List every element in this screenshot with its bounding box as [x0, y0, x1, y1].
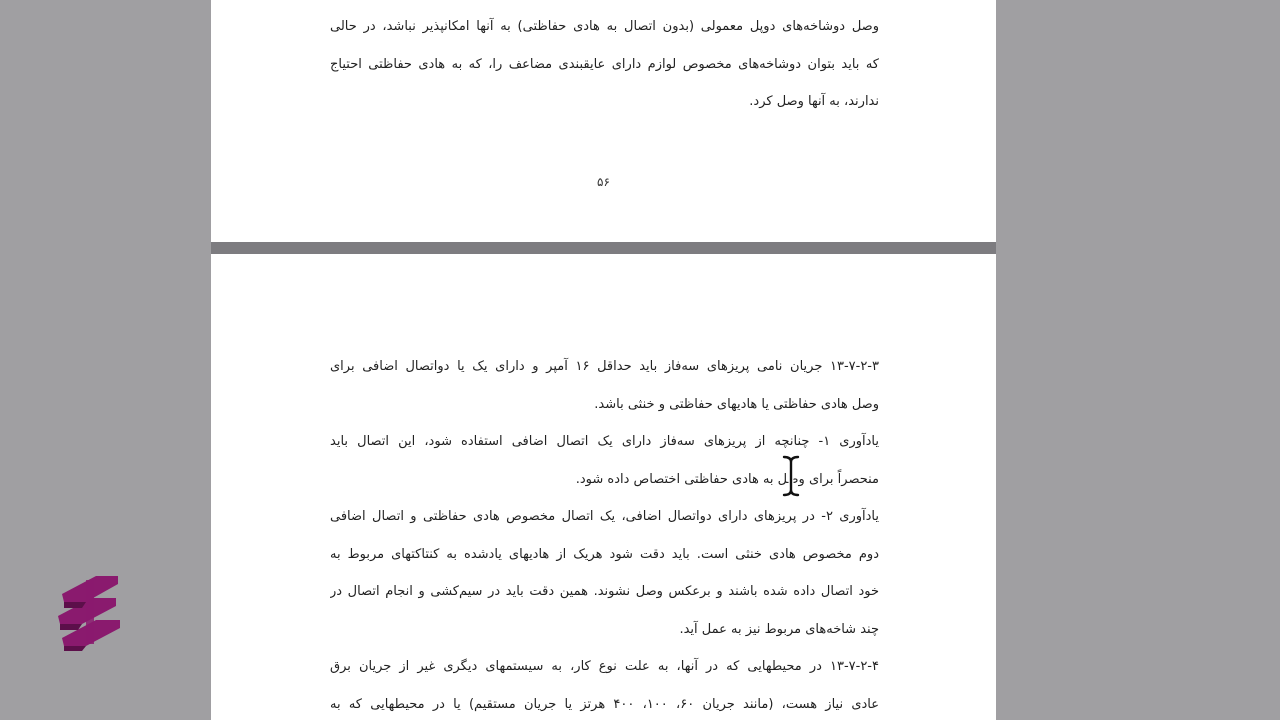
- document-page-top: [211, 0, 996, 242]
- page-top-text[interactable]: [330, 8, 879, 121]
- page-bottom-text[interactable]: [330, 348, 879, 720]
- text-line: وصل دوشاخه‌های دوپل معمولی (بدون اتصال به هادی حفاظتی) به آنها امکانپذیر نباشد، در حالی: [330, 19, 879, 34]
- text-cursor-icon: [780, 454, 802, 498]
- text-line: یادآوری ۱- چنانچه از پریزهای سه‌فاز دارای یک اتصال اضافی استفاده شود، این اتصال باید: [330, 434, 879, 449]
- text-line: منحصراً برای وصل به هادی حفاظتی اختصاص داده شود.: [575, 471, 879, 487]
- document-page-bottom: [211, 254, 996, 720]
- text-line: یادآوری ۲- در پریزهای دارای دواتصال اضافی، یک اتصال مخصوص هادی حفاظتی و اتصال اضافی: [330, 509, 879, 524]
- text-line: ندارند، به آنها وصل کرد.: [749, 94, 879, 109]
- text-line: که باید بتوان دوشاخه‌های مخصوص لوازم دارای عایقبندی مضاعف را، که به هادی حفاظتی احتیاج: [330, 56, 879, 72]
- page-number: ۵۶: [597, 175, 610, 189]
- text-line: وصل هادی حفاظتی یا هادیهای حفاظتی و خنثی باشد.: [594, 396, 879, 412]
- text-line: ۱۳-۷-۲-۴ در محیطهایی که در آنها، به علت نوع کار، به سیستمهای دیگری غیر از جریان برق: [330, 659, 879, 674]
- text-line: دوم مخصوص هادی خنثی است. باید دقت شود هریک از هادیهای یادشده به کنتاکتهای مربوط به: [330, 546, 879, 562]
- text-line: عادی نیاز هست، (مانند جریان ۶۰، ۱۰۰، ۴۰۰ هرتز یا جریان مستقیم) یا در محیطهایی که به: [330, 696, 879, 712]
- page-separator: [211, 242, 996, 254]
- text-line: چند شاخه‌های مربوط نیز به عمل آید.: [679, 621, 879, 637]
- text-line: ۱۳-۷-۲-۳ جریان نامی پریزهای سه‌فاز باید حداقل ۱۶ آمپر و دارای یک یا دواتصال اضافی برای: [330, 359, 879, 374]
- brand-logo: [56, 572, 122, 652]
- text-line: خود اتصال داده شده باشند و برعکس وصل نشوند. همین دقت باید در سیم‌کشی و انجام اتصال در: [330, 584, 879, 599]
